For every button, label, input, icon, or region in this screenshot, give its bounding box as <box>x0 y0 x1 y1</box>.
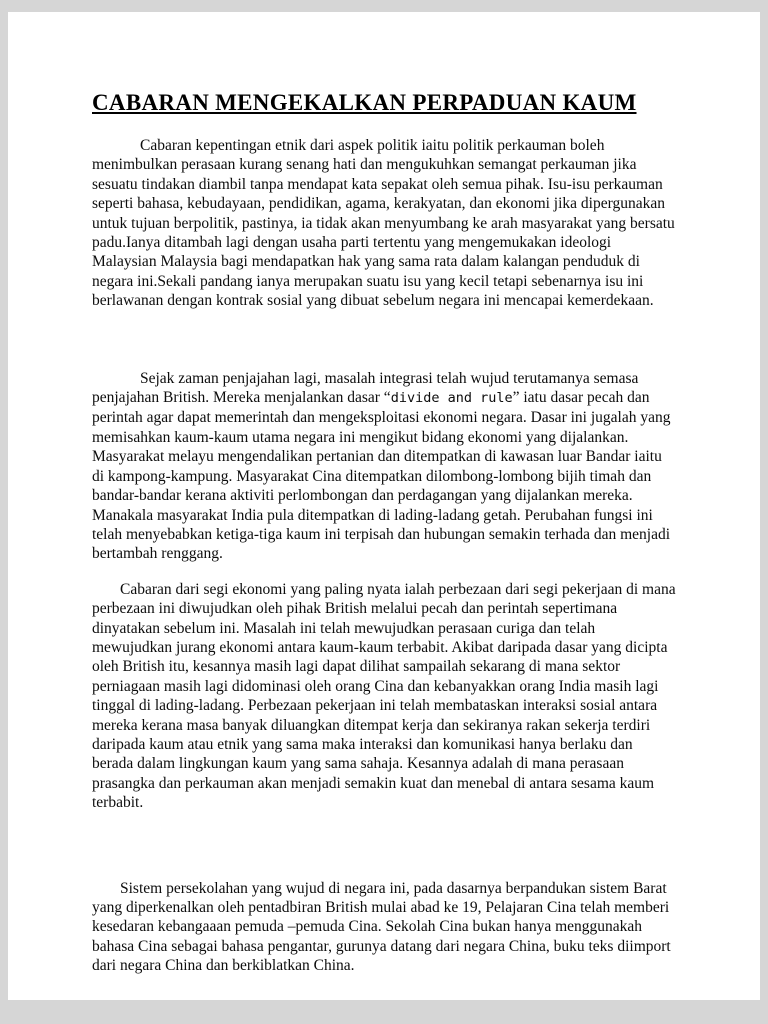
document-title: CABARAN MENGEKALKAN PERPADUAN KAUM <box>92 90 637 115</box>
paragraph-education-text: Sistem persekolahan yang wujud di negara ini, pada dasarnya berpandukan sistem Barat yang diperkenalkan oleh pentadbiran British mulai abad ke 19, Pelajaran Cina telah memberi kesedaran kebangaaan pemuda –pemuda Cina. Sekolah Cina bukan hanya menggunakah bahasa Cina sebagai bahasa pengantar, gurunya datang dari negara China, buku teks diimport dari negara China dan berkiblatkan China. <box>92 879 671 975</box>
paragraph-education <box>92 879 676 976</box>
paragraph-politics-text: Cabaran kepentingan etnik dari aspek politik iaitu politik perkauman boleh menimbulkan perasaan kurang senang hati dan mengukuhkan semangat perkauman jika sesuatu tindakan diambil tanpa mendapat kata sepakat oleh semua pihak. Isu-isu perkauman seperti bahasa, kebudayaan, pendidikan, agama, kerakyatan, dan ekonomi jika dipergunakan untuk tujuan berpolitik, pastinya, ia tidak akan menyumbang ke arah masyarakat yang bersatu padu.Ianya ditambah lagi dengan usaha parti tertentu yang mengemukakan ideologi Malaysian Malaysia bagi mendapatkan hak yang sama rata dalam kalangan penduduk di negara ini.Sekali pandang ianya merupakan suatu isu yang kecil tetapi sebenarnya isu ini berlawanan dengan kontrak sosial yang dibuat sebelum negara ini mencapai kemerdekaan. <box>92 137 675 310</box>
paragraph-colonial-history-text-b: ” iatu dasar pecah dan perintah agar dapat memerintah dan mengeksploitasi ekonomi negara. Dasar ini jugalah yang memisahkan kaum-kaum utama negara ini mengikut bidang ekonomi yang dijalankan. Masyarakat melayu mengendalikan pertanian dan ditempatkan di kawasan luar Bandar iaitu di kampong-kampung. Masyarakat Cina ditempatkan dilombong-lombong bijih timah dan bandar-bandar kerana aktiviti perlombongan dan perdagangan yang dijalankan mereka. Manakala masyarakat India pula ditempatkan di lading-ladang getah. Perubahan fungsi ini telah menyebabkan ketiga-tiga kaum ini terpisah dan hubungan semakin terhada dan menjadi bertambah renggang. <box>92 389 671 563</box>
paragraph-politics <box>92 136 676 311</box>
paragraph-colonial-history <box>92 369 676 564</box>
quoted-phrase-divide-and-rule: divide and rule <box>390 390 513 407</box>
paragraph-colonial-history-text-a: Sejak zaman penjajahan lagi, masalah integrasi telah wujud terutamanya semasa penjajahan British. Mereka menjalankan dasar “ <box>92 369 639 407</box>
paragraph-economy <box>92 580 676 813</box>
paragraph-economy-text: Cabaran dari segi ekonomi yang paling nyata ialah perbezaan dari segi pekerjaan di mana perbezaan ini diwujudkan oleh pihak British melalui pecah dan perintah sepertimana dinyatakan sebelum ini. Masalah ini telah mewujudkan perasaan curiga dan telah mewujudkan jurang ekonomi antara kaum-kaum terbabit. Akibat daripada dasar yang dicipta oleh British itu, kesannya masih lagi dapat dilihat sampailah sekarang di mana sektor perniagaan masih lagi didominasi oleh orang Cina dan kebanyakkan orang India masih lagi tinggal di lading-ladang. Perbezaan pekerjaan ini telah membataskan interaksi sosial antara mereka kerana masa banyak diluangkan ditempat kerja dan sekiranya rakan sekerja terdiri daripada kaum atau etnik yang sama maka interaksi dan komunikasi hanya berlaku dan berada dalam lingkungan kaum yang sama sahaja. Kesannya adalah di mana perasaan prasangka dan perkauman akan menjadi semakin kuat dan menebal di antara sesama kaum terbabit. <box>92 580 676 812</box>
document-page <box>8 12 760 1000</box>
